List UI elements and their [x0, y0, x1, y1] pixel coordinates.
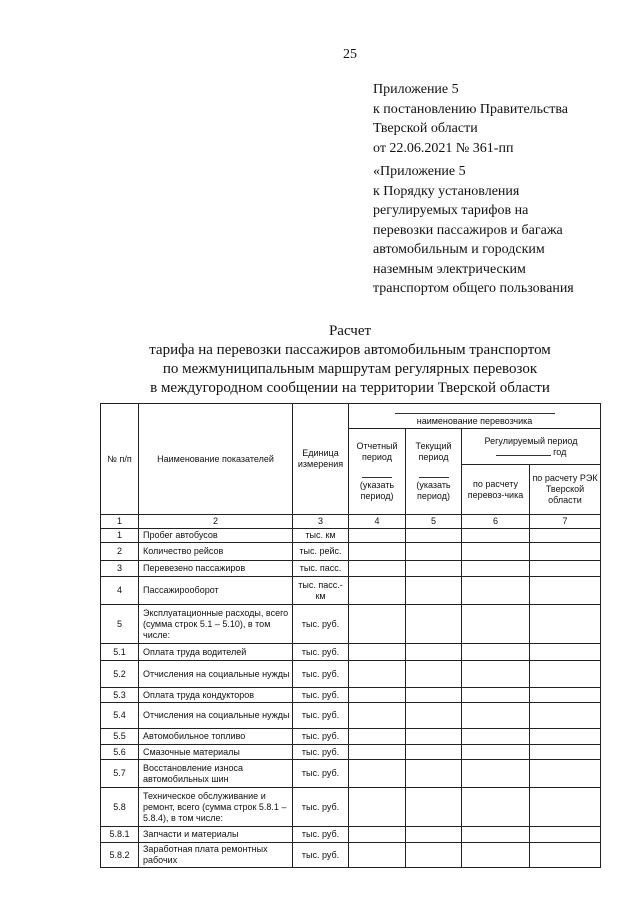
- value-cell: [349, 577, 406, 605]
- row-num: 5.3: [101, 688, 139, 703]
- value-cell: [349, 644, 406, 661]
- header-regulated-cell: [462, 429, 601, 465]
- value-cell: [530, 561, 601, 577]
- row-name: Эксплуатационные расходы, всего (сумма строк 5.1 – 5.10), в том числе:: [139, 605, 293, 644]
- value-cell: [406, 561, 462, 577]
- header-regulated: Регулируемый период: [484, 435, 578, 446]
- table-row: [101, 760, 601, 788]
- value-cell: [462, 561, 530, 577]
- value-cell: [530, 529, 601, 543]
- value-cell: [462, 688, 530, 703]
- value-cell: [406, 688, 462, 703]
- row-name: Отчисления на социальные нужды: [139, 661, 293, 688]
- value-cell: [406, 729, 462, 745]
- table-row: [101, 661, 601, 688]
- blank-line: [419, 471, 449, 478]
- col-number: 6: [462, 515, 530, 529]
- row-name: Пассажирооборот: [139, 577, 293, 605]
- quoted-appendix-line: автомобильным и городским: [373, 242, 545, 257]
- value-cell: [406, 577, 462, 605]
- quoted-appendix-line: транспортом общего пользования: [373, 281, 574, 296]
- row-name: Заработная плата ремонтных рабочих: [139, 843, 293, 868]
- col-number: 7: [530, 515, 601, 529]
- row-num: 5.8.2: [101, 843, 139, 868]
- value-cell: [349, 543, 406, 561]
- value-cell: [349, 745, 406, 760]
- value-cell: [406, 745, 462, 760]
- table-row: [101, 745, 601, 760]
- row-num: 5.6: [101, 745, 139, 760]
- row-unit: тыс. руб.: [293, 661, 349, 688]
- row-unit: тыс. пасс.-км: [293, 577, 349, 605]
- col-number: 2: [139, 515, 293, 529]
- header-regulated-year: год: [553, 446, 567, 457]
- value-cell: [406, 661, 462, 688]
- value-cell: [349, 529, 406, 543]
- blank-line: [496, 449, 551, 456]
- tariff-table: [100, 403, 601, 868]
- value-cell: [530, 688, 601, 703]
- value-cell: [349, 661, 406, 688]
- row-unit: тыс. руб.: [293, 605, 349, 644]
- quoted-appendix-line: регулируемых тарифов на: [373, 203, 529, 218]
- value-cell: [530, 760, 601, 788]
- table-row: [101, 827, 601, 843]
- value-cell: [406, 788, 462, 827]
- row-num: 5.7: [101, 760, 139, 788]
- value-cell: [462, 760, 530, 788]
- row-unit: тыс. руб.: [293, 644, 349, 661]
- row-unit: тыс. рейс.: [293, 543, 349, 561]
- value-cell: [406, 703, 462, 729]
- value-cell: [462, 644, 530, 661]
- row-unit: тыс. руб.: [293, 760, 349, 788]
- value-cell: [349, 729, 406, 745]
- quoted-appendix-line: перевозки пассажиров и багажа: [373, 222, 563, 238]
- quoted-appendix-block: [373, 162, 574, 299]
- row-num: 5: [101, 605, 139, 644]
- document-title: [100, 322, 600, 398]
- row-name: Оплата труда водителей: [139, 644, 293, 661]
- value-cell: [462, 543, 530, 561]
- header-carrier: наименование перевозчика: [416, 416, 533, 426]
- value-cell: [349, 827, 406, 843]
- value-cell: [349, 843, 406, 868]
- header-reporting-note: (указать период): [359, 480, 395, 501]
- header-current-note: (указать период): [416, 480, 451, 501]
- value-cell: [349, 605, 406, 644]
- col-number: 4: [349, 515, 406, 529]
- row-name: Автомобильное топливо: [139, 729, 293, 745]
- value-cell: [349, 788, 406, 827]
- value-cell: [530, 745, 601, 760]
- value-cell: [349, 703, 406, 729]
- value-cell: [462, 661, 530, 688]
- value-cell: [462, 605, 530, 644]
- value-cell: [406, 543, 462, 561]
- value-cell: [462, 529, 530, 543]
- row-name: Оплата труда кондукторов: [139, 688, 293, 703]
- header-name: Наименование показателей: [139, 404, 293, 515]
- table-row: [101, 561, 601, 577]
- row-name: Количество рейсов: [139, 543, 293, 561]
- appendix-line: к постановлению Правительства: [373, 101, 569, 117]
- appendix-line: Приложение 5: [373, 82, 459, 97]
- value-cell: [530, 644, 601, 661]
- row-num: 2: [101, 543, 139, 561]
- title-line: в междугородном сообщении на территории Тверской области: [150, 380, 550, 396]
- blank-line: [395, 407, 555, 414]
- row-num: 5.8.1: [101, 827, 139, 843]
- row-name: Смазочные материалы: [139, 745, 293, 760]
- value-cell: [406, 843, 462, 868]
- col-number: 5: [406, 515, 462, 529]
- value-cell: [530, 543, 601, 561]
- row-unit: тыс. пасс.: [293, 561, 349, 577]
- value-cell: [349, 760, 406, 788]
- header-current: Текущий период: [415, 441, 452, 462]
- row-unit: тыс. руб.: [293, 788, 349, 827]
- value-cell: [349, 561, 406, 577]
- row-unit: тыс. руб.: [293, 729, 349, 745]
- value-cell: [530, 788, 601, 827]
- appendix-line: от 22.06.2021 № 361-пп: [373, 140, 514, 156]
- value-cell: [406, 605, 462, 644]
- title-line: тарифа на перевозки пассажиров автомобильным транспортом: [149, 342, 551, 358]
- row-name: Отчисления на социальные нужды: [139, 703, 293, 729]
- row-unit: тыс. руб.: [293, 745, 349, 760]
- value-cell: [530, 843, 601, 868]
- appendix-line: Тверской области: [373, 121, 478, 136]
- value-cell: [462, 788, 530, 827]
- value-cell: [530, 577, 601, 605]
- row-name: Техническое обслуживание и ремонт, всего (сумма строк 5.8.1 – 5.8.4), в том числе:: [139, 788, 293, 827]
- value-cell: [530, 729, 601, 745]
- page-number: 25: [343, 47, 357, 62]
- table-row: [101, 843, 601, 868]
- value-cell: [462, 843, 530, 868]
- value-cell: [462, 703, 530, 729]
- value-cell: [462, 729, 530, 745]
- row-num: 5.5: [101, 729, 139, 745]
- table-row: [101, 729, 601, 745]
- value-cell: [406, 644, 462, 661]
- row-num: 5.4: [101, 703, 139, 729]
- row-name: Восстановление износа автомобильных шин: [139, 760, 293, 788]
- value-cell: [462, 827, 530, 843]
- row-unit: тыс. руб.: [293, 827, 349, 843]
- table-row: [101, 688, 601, 703]
- row-name: Пробег автобусов: [139, 529, 293, 543]
- value-cell: [530, 661, 601, 688]
- header-num: № п/п: [101, 404, 139, 515]
- row-num: 1: [101, 529, 139, 543]
- quoted-appendix-line: к Порядку установления: [373, 183, 520, 199]
- row-name: Перевезено пассажиров: [139, 561, 293, 577]
- appendix-block: [373, 80, 568, 158]
- blank-line: [362, 471, 392, 478]
- table-row: [101, 543, 601, 561]
- value-cell: [530, 827, 601, 843]
- quoted-appendix-line: «Приложение 5: [373, 164, 466, 179]
- quoted-appendix-line: наземным электрическим: [373, 261, 526, 277]
- value-cell: [462, 745, 530, 760]
- table-row: [101, 529, 601, 543]
- row-name: Запчасти и материалы: [139, 827, 293, 843]
- value-cell: [406, 529, 462, 543]
- value-cell: [406, 827, 462, 843]
- value-cell: [462, 577, 530, 605]
- row-num: 3: [101, 561, 139, 577]
- row-num: 5.2: [101, 661, 139, 688]
- table-row: [101, 788, 601, 827]
- col-number: 3: [293, 515, 349, 529]
- row-num: 5.1: [101, 644, 139, 661]
- table-row: [101, 644, 601, 661]
- header-reporting-cell: [349, 429, 406, 515]
- header-by-rek: по расчету РЭК Тверской области: [530, 465, 601, 515]
- value-cell: [530, 703, 601, 729]
- row-unit: тыс. руб.: [293, 843, 349, 868]
- header-current-cell: [406, 429, 462, 515]
- row-num: 5.8: [101, 788, 139, 827]
- value-cell: [406, 760, 462, 788]
- header-by-carrier: по расчету перевоз-чика: [462, 465, 530, 515]
- value-cell: [349, 688, 406, 703]
- row-unit: тыс. руб.: [293, 703, 349, 729]
- table-row: [101, 577, 601, 605]
- header-reporting: Отчетный период: [356, 441, 398, 462]
- header-carrier-cell: [349, 404, 601, 429]
- row-unit: тыс. руб.: [293, 688, 349, 703]
- row-num: 4: [101, 577, 139, 605]
- table-row: [101, 605, 601, 644]
- title-line: по межмуниципальным маршрутам регулярных перевозок: [162, 361, 538, 377]
- col-number: 1: [101, 515, 139, 529]
- value-cell: [530, 605, 601, 644]
- row-unit: тыс. км: [293, 529, 349, 543]
- table-row: [101, 703, 601, 729]
- header-unit: Единица измерения: [293, 404, 349, 515]
- title-heading: Расчет: [328, 323, 372, 339]
